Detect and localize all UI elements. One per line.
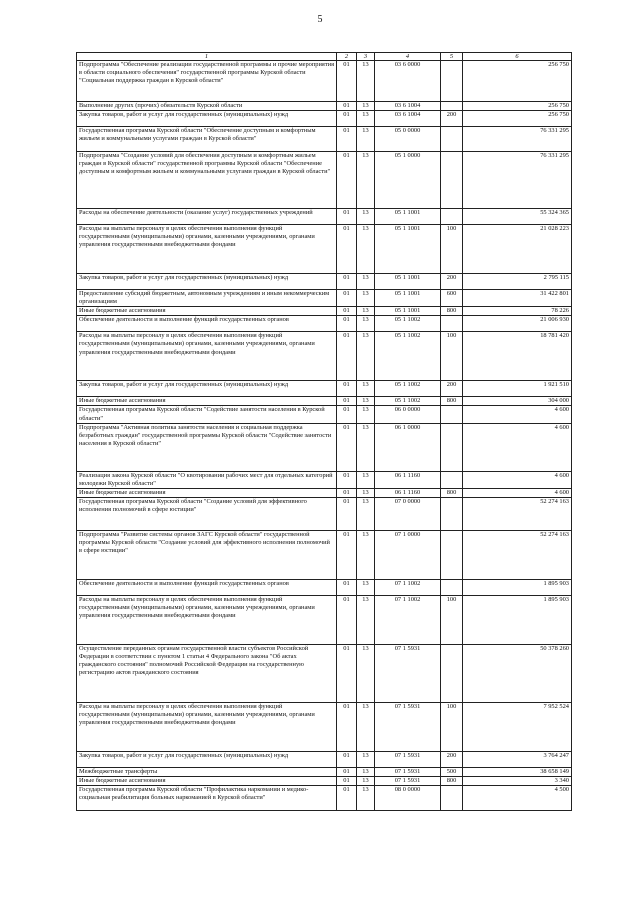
row-sum: 1 921 510 bbox=[463, 381, 572, 397]
row-rz: 01 bbox=[337, 530, 357, 579]
row-rz: 01 bbox=[337, 152, 357, 209]
row-cs: 05 1 1002 bbox=[375, 332, 441, 381]
row-cs: 05 1 1002 bbox=[375, 381, 441, 397]
row-vr: 800 bbox=[441, 307, 463, 316]
row-rz: 01 bbox=[337, 307, 357, 316]
row-sum: 256 750 bbox=[463, 102, 572, 111]
row-cs: 07 1 0000 bbox=[375, 530, 441, 579]
table-row bbox=[77, 777, 572, 786]
row-sum: 256 750 bbox=[463, 111, 572, 127]
row-name: Иные бюджетные ассигнования bbox=[77, 397, 337, 406]
row-cs: 06 1 0000 bbox=[375, 423, 441, 471]
row-cs: 07 1 5931 bbox=[375, 767, 441, 776]
row-cs: 06 1 1160 bbox=[375, 488, 441, 497]
row-rz: 01 bbox=[337, 423, 357, 471]
row-rz: 01 bbox=[337, 332, 357, 381]
row-sum: 52 274 163 bbox=[463, 497, 572, 530]
row-sum: 21 028 223 bbox=[463, 225, 572, 274]
row-vr bbox=[441, 530, 463, 579]
row-pr: 13 bbox=[357, 595, 375, 644]
row-pr: 13 bbox=[357, 497, 375, 530]
header-col-3: 3 bbox=[357, 53, 375, 61]
row-name: Расходы на выплаты персоналу в целях обеспечения выполнения функций государственными (муниципальными) органами, казенными учреждениями, органами управления государственными внебюджетными фондами bbox=[77, 595, 337, 644]
row-pr: 13 bbox=[357, 290, 375, 307]
row-rz: 01 bbox=[337, 225, 357, 274]
row-rz: 01 bbox=[337, 290, 357, 307]
row-vr bbox=[441, 579, 463, 595]
row-vr: 200 bbox=[441, 274, 463, 290]
row-cs: 06 1 1160 bbox=[375, 471, 441, 488]
row-pr: 13 bbox=[357, 767, 375, 776]
table-row bbox=[77, 595, 572, 644]
row-pr: 13 bbox=[357, 751, 375, 767]
row-rz: 01 bbox=[337, 497, 357, 530]
row-vr bbox=[441, 786, 463, 811]
row-sum: 3 764 247 bbox=[463, 751, 572, 767]
row-cs: 03 6 1004 bbox=[375, 102, 441, 111]
table-row bbox=[77, 702, 572, 751]
row-name: Выполнение других (прочих) обязательств Курской области bbox=[77, 102, 337, 111]
row-vr bbox=[441, 127, 463, 152]
row-cs: 05 1 1001 bbox=[375, 225, 441, 274]
row-vr bbox=[441, 152, 463, 209]
row-name: Подпрограмма "Обеспечение реализации государственной программы и прочие мероприятия в области социального обеспечения" государственной программы Курской области "Социальная поддержка граждан в Курской области" bbox=[77, 61, 337, 102]
row-cs: 05 1 1002 bbox=[375, 316, 441, 332]
row-name: Иные бюджетные ассигнования bbox=[77, 488, 337, 497]
row-rz: 01 bbox=[337, 274, 357, 290]
table-row bbox=[77, 316, 572, 332]
row-sum: 4 600 bbox=[463, 488, 572, 497]
table-row bbox=[77, 102, 572, 111]
row-sum: 76 331 295 bbox=[463, 152, 572, 209]
table-row bbox=[77, 397, 572, 406]
row-vr: 200 bbox=[441, 751, 463, 767]
header-col-5: 5 bbox=[441, 53, 463, 61]
table-row bbox=[77, 644, 572, 702]
row-rz: 01 bbox=[337, 488, 357, 497]
row-sum: 2 795 115 bbox=[463, 274, 572, 290]
row-name: Расходы на выплаты персоналу в целях обеспечения выполнения функций государственными (муниципальными) органами, казенными учреждениями, органами управления государственными внебюджетными фондами bbox=[77, 332, 337, 381]
row-vr: 800 bbox=[441, 488, 463, 497]
row-sum: 7 952 524 bbox=[463, 702, 572, 751]
row-sum: 256 750 bbox=[463, 61, 572, 102]
row-pr: 13 bbox=[357, 702, 375, 751]
row-vr: 200 bbox=[441, 111, 463, 127]
row-sum: 4 600 bbox=[463, 471, 572, 488]
row-vr: 600 bbox=[441, 290, 463, 307]
table-row bbox=[77, 751, 572, 767]
row-vr: 100 bbox=[441, 332, 463, 381]
row-vr: 100 bbox=[441, 225, 463, 274]
table-row bbox=[77, 381, 572, 397]
row-pr: 13 bbox=[357, 381, 375, 397]
row-name: Государственная программа Курской области "Создание условий для эффективного исполнения полномочий в сфере юстиции" bbox=[77, 497, 337, 530]
row-pr: 13 bbox=[357, 406, 375, 423]
row-sum: 78 226 bbox=[463, 307, 572, 316]
table-row bbox=[77, 406, 572, 423]
row-cs: 05 0 0000 bbox=[375, 127, 441, 152]
table-row bbox=[77, 61, 572, 102]
row-vr bbox=[441, 209, 463, 225]
row-rz: 01 bbox=[337, 777, 357, 786]
row-sum: 55 324 365 bbox=[463, 209, 572, 225]
row-cs: 05 1 1001 bbox=[375, 209, 441, 225]
row-pr: 13 bbox=[357, 579, 375, 595]
row-cs: 06 0 0000 bbox=[375, 406, 441, 423]
table-row bbox=[77, 225, 572, 274]
row-rz: 01 bbox=[337, 61, 357, 102]
row-cs: 03 6 1004 bbox=[375, 111, 441, 127]
row-pr: 13 bbox=[357, 127, 375, 152]
row-pr: 13 bbox=[357, 488, 375, 497]
row-rz: 01 bbox=[337, 316, 357, 332]
row-rz: 01 bbox=[337, 471, 357, 488]
header-col-1: 1 bbox=[77, 53, 337, 61]
row-sum: 304 000 bbox=[463, 397, 572, 406]
row-pr: 13 bbox=[357, 530, 375, 579]
row-vr bbox=[441, 497, 463, 530]
row-name: Закупка товаров, работ и услуг для государственных (муниципальных) нужд bbox=[77, 111, 337, 127]
table-row bbox=[77, 332, 572, 381]
row-pr: 13 bbox=[357, 61, 375, 102]
row-rz: 01 bbox=[337, 406, 357, 423]
row-vr bbox=[441, 102, 463, 111]
row-vr bbox=[441, 423, 463, 471]
row-sum: 21 006 930 bbox=[463, 316, 572, 332]
budget-table bbox=[76, 52, 572, 811]
row-pr: 13 bbox=[357, 397, 375, 406]
row-sum: 76 331 295 bbox=[463, 127, 572, 152]
row-sum: 18 781 420 bbox=[463, 332, 572, 381]
row-name: Закупка товаров, работ и услуг для государственных (муниципальных) нужд bbox=[77, 751, 337, 767]
row-name: Иные бюджетные ассигнования bbox=[77, 307, 337, 316]
table-row bbox=[77, 209, 572, 225]
row-vr bbox=[441, 61, 463, 102]
row-vr bbox=[441, 644, 463, 702]
header-col-6: 6 bbox=[463, 53, 572, 61]
row-vr: 800 bbox=[441, 397, 463, 406]
table-row bbox=[77, 786, 572, 811]
row-vr: 100 bbox=[441, 702, 463, 751]
row-pr: 13 bbox=[357, 209, 375, 225]
page-number: 5 bbox=[317, 14, 323, 25]
row-name: Государственная программа Курской области "Обеспечение доступным и комфортным жильем и коммунальными услугами граждан в Курской области" bbox=[77, 127, 337, 152]
row-name: Предоставление субсидий бюджетным, автономным учреждениям и иным некоммерческим организациям bbox=[77, 290, 337, 307]
row-vr: 500 bbox=[441, 767, 463, 776]
row-rz: 01 bbox=[337, 786, 357, 811]
row-cs: 07 1 1002 bbox=[375, 595, 441, 644]
table-row bbox=[77, 274, 572, 290]
row-pr: 13 bbox=[357, 307, 375, 316]
row-name: Подпрограмма "Развитие системы органов ЗАГС Курской области" государственной программы Курской области "Создание условий для эффективного исполнения полномочий в сфере юстиции" bbox=[77, 530, 337, 579]
row-rz: 01 bbox=[337, 111, 357, 127]
row-pr: 13 bbox=[357, 274, 375, 290]
row-name: Расходы на выплаты персоналу в целях обеспечения выполнения функций государственными (муниципальными) органами, казенными учреждениями, органами управления государственными внебюджетными фондами bbox=[77, 702, 337, 751]
row-cs: 07 1 5931 bbox=[375, 777, 441, 786]
row-vr bbox=[441, 406, 463, 423]
row-pr: 13 bbox=[357, 644, 375, 702]
row-name: Обеспечение деятельности и выполнение функций государственных органов bbox=[77, 579, 337, 595]
table-row bbox=[77, 471, 572, 488]
row-pr: 13 bbox=[357, 471, 375, 488]
row-sum: 50 378 260 bbox=[463, 644, 572, 702]
row-cs: 05 1 1001 bbox=[375, 274, 441, 290]
row-sum: 4 500 bbox=[463, 786, 572, 811]
row-pr: 13 bbox=[357, 316, 375, 332]
row-rz: 01 bbox=[337, 702, 357, 751]
row-pr: 13 bbox=[357, 111, 375, 127]
table-row bbox=[77, 111, 572, 127]
row-sum: 31 422 801 bbox=[463, 290, 572, 307]
row-vr: 100 bbox=[441, 595, 463, 644]
row-cs: 03 6 0000 bbox=[375, 61, 441, 102]
table-row bbox=[77, 423, 572, 471]
row-name: Подпрограмма "Создание условий для обеспечения доступным и комфортным жильем граждан в Курской области" государственной программы Курской области "Обеспечение доступным и комфортным жильем и коммунальными услугами граждан в Курской области" bbox=[77, 152, 337, 209]
row-sum: 4 600 bbox=[463, 406, 572, 423]
row-name: Обеспечение деятельности и выполнение функций государственных органов bbox=[77, 316, 337, 332]
row-sum: 1 895 903 bbox=[463, 579, 572, 595]
row-name: Закупка товаров, работ и услуг для государственных (муниципальных) нужд bbox=[77, 381, 337, 397]
row-name: Осуществление переданных органам государственной власти субъектов Российской Федерации в соответствии с пунктом 1 статьи 4 Федерального закона "Об актах гражданского состояния" полномочий Российской Федерации на государственную регистрацию актов гражданского состояния bbox=[77, 644, 337, 702]
row-sum: 1 895 903 bbox=[463, 595, 572, 644]
row-sum: 38 658 149 bbox=[463, 767, 572, 776]
row-pr: 13 bbox=[357, 786, 375, 811]
row-cs: 05 1 1001 bbox=[375, 290, 441, 307]
row-pr: 13 bbox=[357, 225, 375, 274]
row-pr: 13 bbox=[357, 423, 375, 471]
row-name: Реализация закона Курской области "О квотировании рабочих мест для отдельных категорий молодежи Курской области" bbox=[77, 471, 337, 488]
row-rz: 01 bbox=[337, 751, 357, 767]
row-name: Подпрограмма "Активная политика занятости населения и социальная поддержка безработных граждан" государственной программы Курской области "Содействие занятости населения в Курской области" bbox=[77, 423, 337, 471]
row-cs: 07 1 5931 bbox=[375, 751, 441, 767]
table-row bbox=[77, 579, 572, 595]
row-pr: 13 bbox=[357, 332, 375, 381]
row-cs: 05 1 0000 bbox=[375, 152, 441, 209]
row-rz: 01 bbox=[337, 579, 357, 595]
row-pr: 13 bbox=[357, 152, 375, 209]
row-rz: 01 bbox=[337, 102, 357, 111]
row-name: Государственная программа Курской области "Содействие занятости населения в Курской области" bbox=[77, 406, 337, 423]
row-name: Межбюджетные трансферты bbox=[77, 767, 337, 776]
row-cs: 07 1 1002 bbox=[375, 579, 441, 595]
table-row bbox=[77, 290, 572, 307]
row-cs: 07 1 5931 bbox=[375, 702, 441, 751]
row-pr: 13 bbox=[357, 777, 375, 786]
table-row bbox=[77, 307, 572, 316]
row-rz: 01 bbox=[337, 767, 357, 776]
row-name: Расходы на выплаты персоналу в целях обеспечения выполнения функций государственными (муниципальными) органами, казенными учреждениями, органами управления государственными внебюджетными фондами bbox=[77, 225, 337, 274]
row-pr: 13 bbox=[357, 102, 375, 111]
table-row bbox=[77, 488, 572, 497]
table-row bbox=[77, 152, 572, 209]
header-col-2: 2 bbox=[337, 53, 357, 61]
row-sum: 52 274 163 bbox=[463, 530, 572, 579]
row-rz: 01 bbox=[337, 397, 357, 406]
row-name: Государственная программа Курской области "Профилактика наркомании и медико-социальная реабилитация больных наркоманией в Курской области" bbox=[77, 786, 337, 811]
row-vr: 800 bbox=[441, 777, 463, 786]
row-vr bbox=[441, 471, 463, 488]
table-header-row bbox=[77, 53, 572, 61]
table-row bbox=[77, 497, 572, 530]
table-row bbox=[77, 127, 572, 152]
row-rz: 01 bbox=[337, 381, 357, 397]
row-rz: 01 bbox=[337, 644, 357, 702]
row-sum: 3 340 bbox=[463, 777, 572, 786]
row-cs: 05 1 1002 bbox=[375, 397, 441, 406]
table-row bbox=[77, 530, 572, 579]
row-rz: 01 bbox=[337, 209, 357, 225]
row-rz: 01 bbox=[337, 127, 357, 152]
row-vr: 200 bbox=[441, 381, 463, 397]
row-sum: 4 600 bbox=[463, 423, 572, 471]
row-cs: 07 1 5931 bbox=[375, 644, 441, 702]
row-name: Иные бюджетные ассигнования bbox=[77, 777, 337, 786]
row-cs: 05 1 1001 bbox=[375, 307, 441, 316]
row-cs: 07 0 0000 bbox=[375, 497, 441, 530]
row-name: Закупка товаров, работ и услуг для государственных (муниципальных) нужд bbox=[77, 274, 337, 290]
table-row bbox=[77, 767, 572, 776]
row-cs: 08 0 0000 bbox=[375, 786, 441, 811]
row-vr bbox=[441, 316, 463, 332]
header-col-4: 4 bbox=[375, 53, 441, 61]
row-rz: 01 bbox=[337, 595, 357, 644]
row-name: Расходы на обеспечение деятельности (оказание услуг) государственных учреждений bbox=[77, 209, 337, 225]
